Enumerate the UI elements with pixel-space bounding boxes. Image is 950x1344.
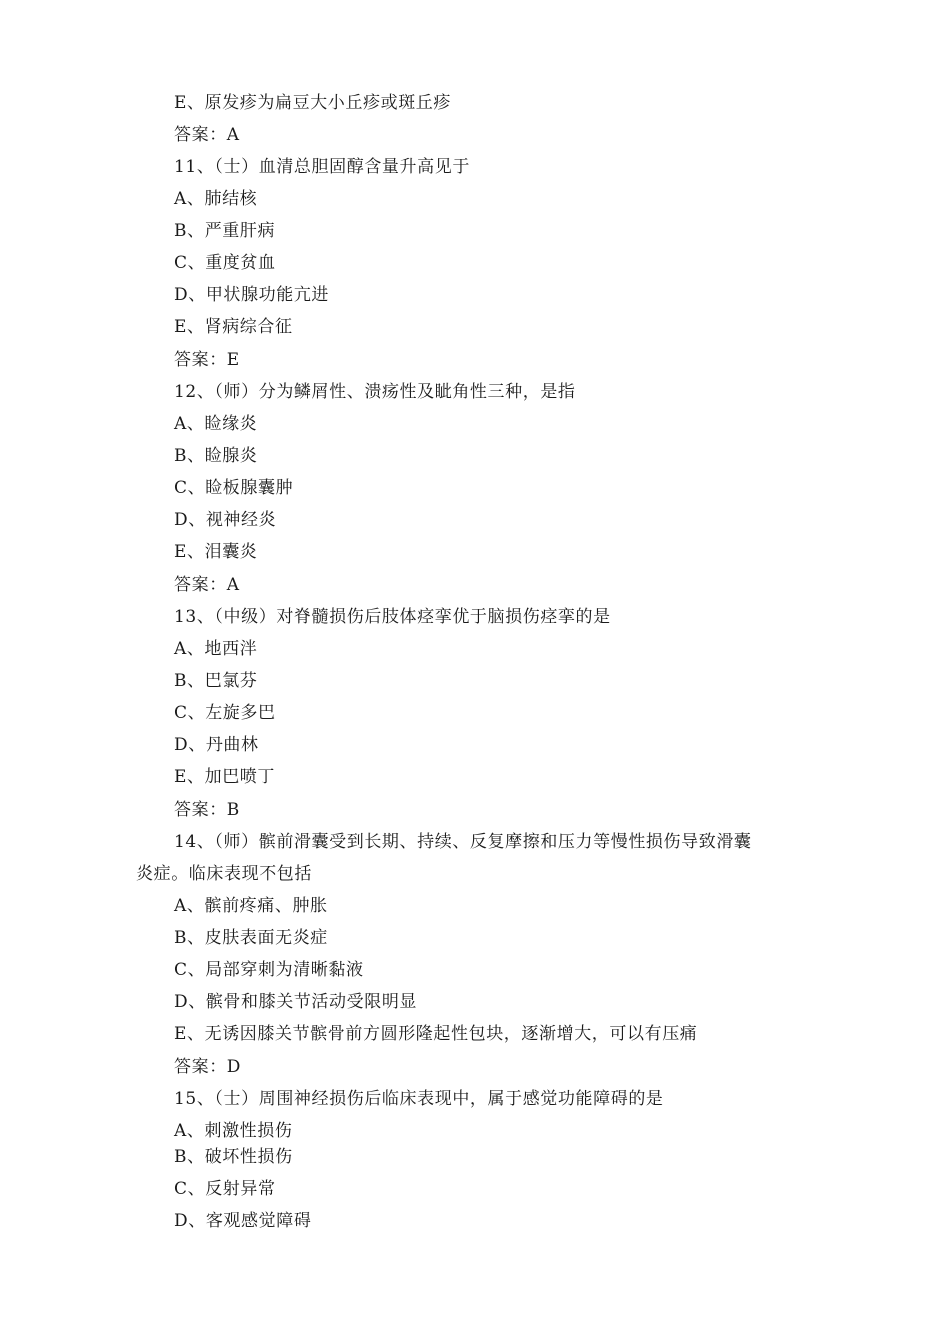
option-c: C、局部穿刺为清晰黏液 xyxy=(174,960,364,980)
question-stem: 11、（士）血清总胆固醇含量升高见于 xyxy=(174,157,470,177)
option-a: A、肺结核 xyxy=(174,189,258,209)
question-stem: 13、（中级）对脊髓损伤后肢体痉挛优于脑损伤痉挛的是 xyxy=(174,607,611,627)
option-c: C、睑板腺囊肿 xyxy=(174,478,294,498)
option-e: E、加巴喷丁 xyxy=(174,767,276,787)
option-c: C、左旋多巴 xyxy=(174,703,276,723)
option-a: A、地西泮 xyxy=(174,639,258,659)
option-e: E、原发疹为扁豆大小丘疹或斑丘疹 xyxy=(174,93,452,113)
option-d: D、髌骨和膝关节活动受限明显 xyxy=(174,992,418,1012)
option-b: B、破坏性损伤 xyxy=(174,1147,293,1167)
option-b: B、皮肤表面无炎症 xyxy=(174,928,328,948)
question-stem-continuation: 炎症。临床表现不包括 xyxy=(136,864,312,884)
option-e: E、肾病综合征 xyxy=(174,317,293,337)
option-d: D、客观感觉障碍 xyxy=(174,1211,312,1231)
option-b: B、巴氯芬 xyxy=(174,671,258,691)
option-d: D、丹曲林 xyxy=(174,735,259,755)
option-d: D、甲状腺功能亢进 xyxy=(174,285,330,305)
answer: 答案：A xyxy=(174,575,240,595)
option-b: B、严重肝病 xyxy=(174,221,276,241)
option-c: C、反射异常 xyxy=(174,1179,276,1199)
option-d: D、视神经炎 xyxy=(174,510,277,530)
answer: 答案：B xyxy=(174,800,240,820)
option-c: C、重度贫血 xyxy=(174,253,276,273)
option-b: B、睑腺炎 xyxy=(174,446,258,466)
question-stem: 12、（师）分为鳞屑性、溃疡性及眦角性三种，是指 xyxy=(174,382,576,402)
answer: 答案：A xyxy=(174,125,240,145)
option-e: E、无诱因膝关节髌骨前方圆形隆起性包块，逐渐增大，可以有压痛 xyxy=(174,1024,698,1044)
question-stem: 15、（士）周围神经损伤后临床表现中，属于感觉功能障碍的是 xyxy=(174,1089,664,1109)
option-e: E、泪囊炎 xyxy=(174,542,258,562)
answer: 答案：D xyxy=(174,1057,242,1077)
question-stem: 14、（师）髌前滑囊受到长期、持续、反复摩擦和压力等慢性损伤导致滑囊 xyxy=(174,832,752,852)
option-a: A、睑缘炎 xyxy=(174,414,258,434)
option-a: A、髌前疼痛、肿胀 xyxy=(174,896,328,916)
answer: 答案：E xyxy=(174,350,240,370)
option-a: A、刺激性损伤 xyxy=(174,1121,293,1141)
